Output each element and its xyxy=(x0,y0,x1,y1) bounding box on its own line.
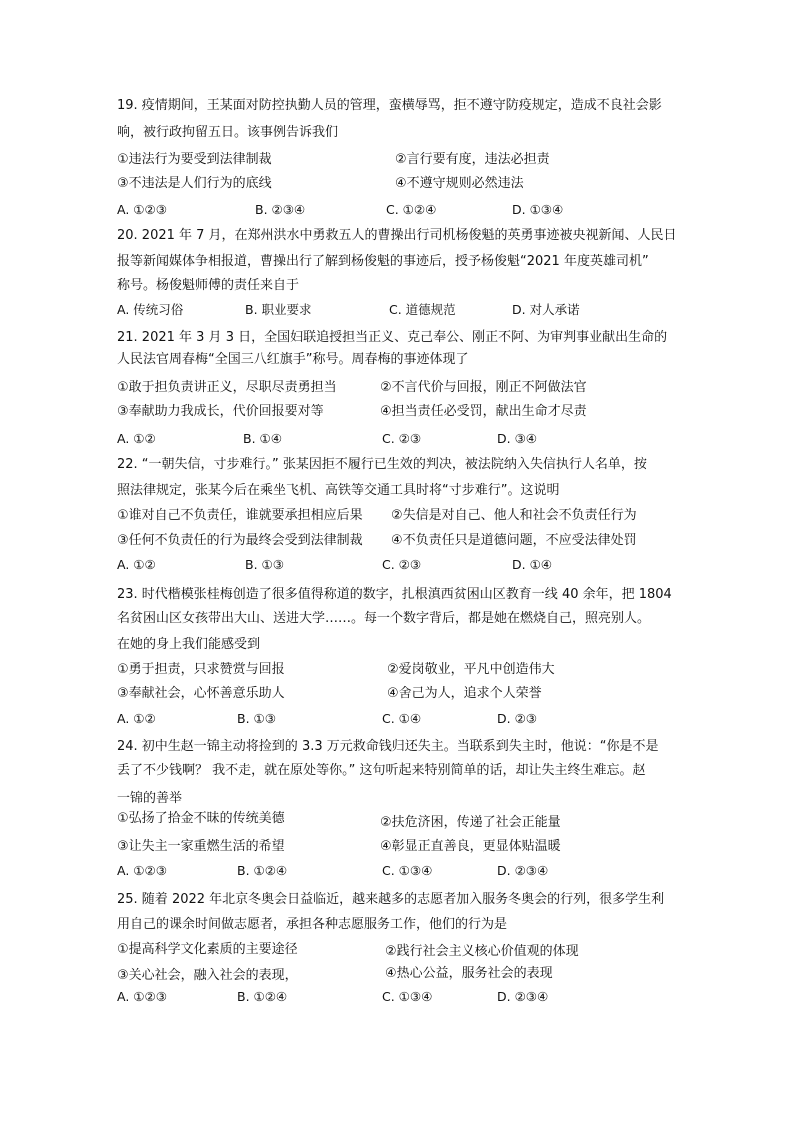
q25-item-1: ①提高科学文化素质的主要途径 xyxy=(117,942,298,957)
q22-option-a: A. ①② xyxy=(117,557,156,572)
q24-item-3: ③让失主一家重燃生活的希望 xyxy=(117,839,285,854)
q24-option-d: D. ②③④ xyxy=(497,863,549,878)
q19-option-b: B. ②③④ xyxy=(255,202,306,217)
q19-stem-line-2: 响，被行政拘留五日。该事例告诉我们 xyxy=(117,125,339,140)
q19-option-a: A. ①②③ xyxy=(117,202,167,217)
q24-stem-line-3: 一锦的善举 xyxy=(117,791,183,806)
q25-item-2: ②践行社会主义核心价值观的体现 xyxy=(385,944,579,959)
q23-item-4: ④舍己为人，追求个人荣誉 xyxy=(387,686,542,701)
q23-item-2: ②爱岗敬业，平凡中创造伟大 xyxy=(387,662,555,677)
q20-option-c: C. 道德规范 xyxy=(389,302,456,317)
q19-item-2: ②言行要有度，违法必担责 xyxy=(395,152,550,167)
q25-option-a: A. ①②③ xyxy=(117,989,167,1004)
q25-option-d: D. ②③④ xyxy=(497,989,549,1004)
q21-item-4: ④担当责任必受罚，献出生命才尽责 xyxy=(380,404,587,419)
q22-option-c: C. ②③ xyxy=(382,557,422,572)
q21-option-b: B. ①④ xyxy=(243,431,282,446)
q20-stem-line-1: 20. 2021 年 7 月，在郑州洪水中勇救五人的曹操出行司机杨俊魁的英勇事迹被央视新闻、人民日 xyxy=(117,228,677,243)
q23-item-1: ①勇于担责，只求赞赏与回报 xyxy=(117,662,285,677)
q22-stem-line-2: 照法律规定，张某今后在乘坐飞机、高铁等交通工具时将“寸步难行”。这说明 xyxy=(117,483,560,498)
q23-option-b: B. ①③ xyxy=(237,711,276,726)
q23-stem-line-3: 在她的身上我们能感受到 xyxy=(117,637,261,652)
q21-item-1: ①敢于担负责讲正义，尽职尽责勇担当 xyxy=(117,380,337,395)
q24-stem-line-1: 24. 初中生赵一锦主动将捡到的 3.3 万元救命钱归还失主。当联系到失主时，他说：“你是不是 xyxy=(117,739,659,754)
q22-option-b: B. ①③ xyxy=(245,557,284,572)
q25-stem-line-2: 用自己的课余时间做志愿者，承担各种志愿服务工作，他们的行为是 xyxy=(117,917,508,932)
q19-item-1: ①违法行为要受到法律制裁 xyxy=(117,152,272,167)
q25-option-b: B. ①②④ xyxy=(237,989,288,1004)
q19-item-3: ③不违法是人们行为的底线 xyxy=(117,176,272,191)
q25-option-c: C. ①③④ xyxy=(382,989,433,1004)
q19-option-c: C. ①②④ xyxy=(386,202,437,217)
q21-item-2: ②不言代价与回报，刚正不阿做法官 xyxy=(380,380,587,395)
q23-stem-line-1: 23. 时代楷模张桂梅创造了很多值得称道的数字，扎根滇西贫困山区教育一线 40 余年，把 1804 xyxy=(117,587,672,602)
q25-item-4: ④热心公益，服务社会的表现 xyxy=(385,966,553,981)
q21-option-d: D. ③④ xyxy=(497,431,537,446)
q23-option-a: A. ①② xyxy=(117,711,156,726)
q23-stem-line-2: 名贫困山区女孩带出大山、送进大学……。每一个数字背后，都是她在燃烧自己，照亮别人。 xyxy=(117,611,651,626)
q20-option-d: D. 对人承诺 xyxy=(512,302,580,317)
q24-option-b: B. ①②④ xyxy=(237,863,288,878)
q22-option-d: D. ①④ xyxy=(512,557,552,572)
q22-item-3: ③任何不负责任的行为最终会受到法律制裁 xyxy=(117,533,363,548)
q24-option-a: A. ①②③ xyxy=(117,863,167,878)
q22-item-4: ④不负责任只是道德问题，不应受法律处罚 xyxy=(391,533,637,548)
q19-option-d: D. ①③④ xyxy=(512,202,564,217)
q24-item-2: ②扶危济困，传递了社会正能量 xyxy=(380,815,561,830)
q21-stem-line-1: 21. 2021 年 3 月 3 日，全国妇联追授担当正义、克己奉公、刚正不阿、为审判事业献出生命的 xyxy=(117,330,668,345)
q20-stem-line-3: 称号。杨俊魁师傅的责任来自于 xyxy=(117,278,300,293)
q23-option-d: D. ②③ xyxy=(497,711,537,726)
q21-stem-line-2: 人民法官周春梅“全国三八红旗手”称号。周春梅的事迹体现了 xyxy=(117,352,469,367)
q20-option-b: B. 职业要求 xyxy=(245,302,312,317)
q23-option-c: C. ①④ xyxy=(382,711,422,726)
q19-item-4: ④不遵守规则必然违法 xyxy=(395,176,524,191)
q24-item-1: ①弘扬了拾金不昧的传统美德 xyxy=(117,811,285,826)
q24-stem-line-2: 丢了不少钱啊？ 我不走，就在原处等你。” 这句听起来特别简单的话，却让失主终生难忘。赵 xyxy=(117,763,646,778)
q25-item-3: ③关心社会，融入社会的表现， xyxy=(117,968,298,983)
q23-item-3: ③奉献社会，心怀善意乐助人 xyxy=(117,686,285,701)
q22-item-1: ①谁对自己不负责任，谁就要承担相应后果 xyxy=(117,508,363,523)
q24-option-c: C. ①③④ xyxy=(382,863,433,878)
q21-item-3: ③奉献助力我成长，代价回报要对等 xyxy=(117,404,324,419)
q24-item-4: ④彰显正直善良，更显体贴温暖 xyxy=(380,839,561,854)
q19-stem-line-1: 19. 疫情期间，王某面对防控执勤人员的管理，蛮横辱骂，拒不遵守防疫规定，造成不良社会影 xyxy=(117,98,662,113)
q25-stem-line-1: 25. 随着 2022 年北京冬奥会日益临近，越来越多的志愿者加入服务冬奥会的行列，很多学生利 xyxy=(117,892,665,907)
q22-stem-line-1: 22. “一朝失信，寸步难行。” 张某因拒不履行已生效的判决，被法院纳入失信执行人名单，按 xyxy=(117,457,647,472)
q21-option-a: A. ①② xyxy=(117,431,156,446)
q21-option-c: C. ②③ xyxy=(382,431,422,446)
q20-option-a: A. 传统习俗 xyxy=(117,302,184,317)
q22-item-2: ②失信是对自己、他人和社会不负责任行为 xyxy=(391,508,637,523)
q20-stem-line-2: 报等新闻媒体争相报道，曹操出行了解到杨俊魁的事迹后，授予杨俊魁“2021 年度英雄司机” xyxy=(117,254,649,269)
